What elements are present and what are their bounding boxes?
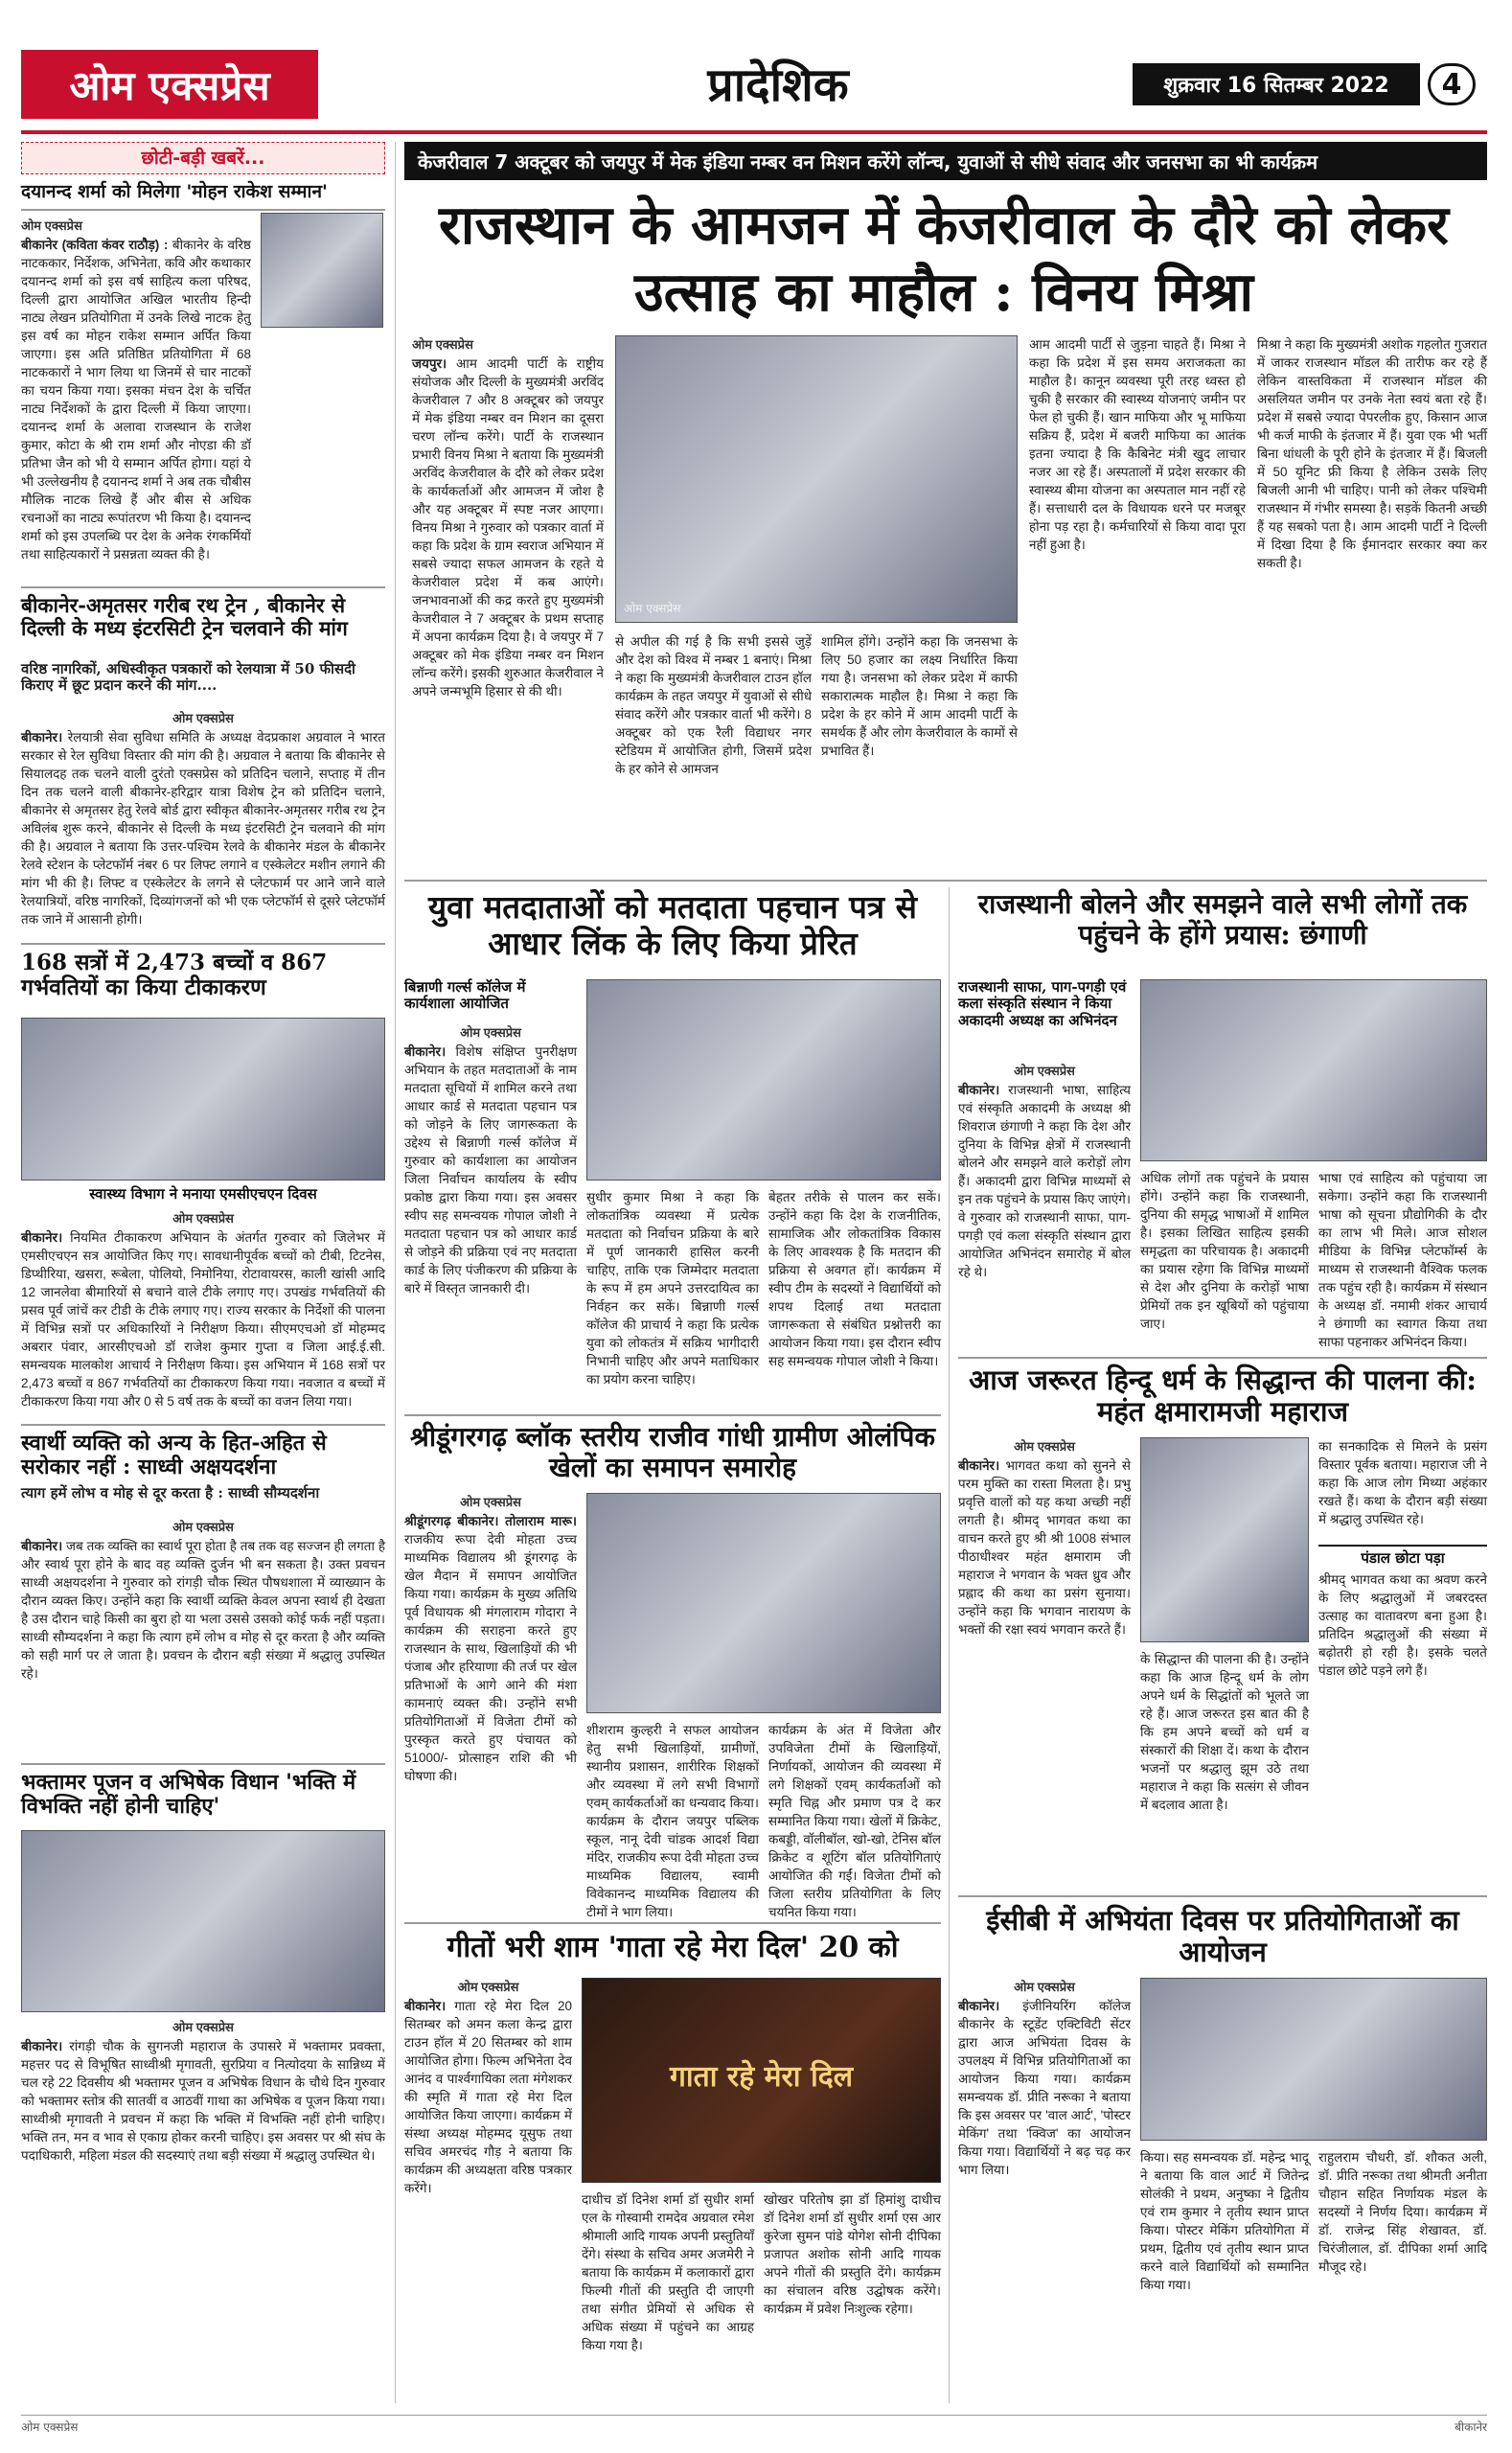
story2-dateline: बीकानेर। [21, 730, 63, 745]
mid3-byline: ओम एक्सप्रेस [457, 1980, 519, 1994]
story1-body-top [21, 236, 251, 562]
story3-dateline: बीकानेर। [21, 1230, 63, 1245]
story3-headline: 168 सत्रों में 2,473 बच्चों व 867 गर्भवतियों का किया टीकाकरण [21, 950, 328, 1001]
divider [958, 1895, 1487, 1897]
story2-headline: बीकानेर-अमृतसर गरीब रथ ट्रेन , बीकानेर से दिल्ली के मध्य इंटरसिटी ट्रेन चलवाने की मांग [21, 593, 348, 641]
masthead-rule [21, 130, 1487, 134]
story1-byline: ओम एक्सप्रेस [21, 218, 82, 233]
story1-portrait-photo [261, 213, 383, 328]
divider [404, 880, 1487, 882]
story1-headline: दयानन्द शर्मा को मिलेगा 'मोहन राकेश सम्मान' [21, 181, 328, 202]
masthead [21, 50, 1487, 126]
story2-body-wrap [21, 728, 385, 937]
footer-right: बीकानेर [1455, 2420, 1487, 2434]
story1-body: बीकानेर के वरिष्ठ नाटककार, निर्देशक, अभिनेता, कवि और कथाकार दयानन्द शर्मा को इस वर्ष साहित्य कला परिषद, दिल्ली द्वारा आयोजित अखिल भारतीय हिन्दी नाट्य लेखन प्रतियोगिता में उनके लिखे नाटक हेतु इस वर्ष का मोहन राकेश सम्मान अर्पित किया जाएगा। इस अति प्रतिष्ठित प्रतियोगिता में 68 नाटककारों ने भाग लिया था जिनमें से चार नाटकों का चयन किया गया। इसका मंचन देश के चर्चित नाट्य निर्देशकों के द्वारा दिल्ली में किया जाएगा। दयानन्द शर्मा के अलावा राजस्थान के राजेश कुमार, कोटा के श्री राम शर्मा और नोएडा की डॉ प्रतिभा जैन को भी ये सम्मान अर्पित होगा। यहां ये भी उल्लेखनीय है दयानन्द शर्मा ने अब तक चौबीस मौलिक नाटक लिखे हैं और बीस से अधिक रचनाओं का नाट्य रूपांतरण भी किया है। दयानन्द शर्मा को इस उपलब्धि पर देश के अनेक रंगकर्मियों तथा साहित्यकारों ने प्रसन्नता व्यक्त की है। [21, 238, 251, 562]
divider [21, 209, 385, 211]
story5-byline: ओम एक्सप्रेस [172, 2020, 234, 2034]
right1-subhead: राजस्थानी साफा, पाग-पगड़ी एवं कला संस्कृति संस्थान ने किया अकादमी अध्यक्ष का अभिनंदन [958, 978, 1127, 1029]
right1-dateline: बीकानेर। [958, 1083, 1000, 1097]
mid2-dateline: श्रीडूंगरगढ़ बीकानेर। तोलाराम मारू। [404, 1514, 577, 1528]
engineers-day-photo [1140, 1978, 1487, 2141]
right3-dateline: बीकानेर। [958, 1999, 1000, 2013]
story4-subhead: त्याग हमें लोभ व मोह से दूर करता है : साध्वी सौम्यदर्शना [21, 1484, 320, 1502]
divider [21, 943, 385, 945]
mid1-col1-text: विशेष संक्षिप्त पुनरीक्षण अभियान के तहत मतदाताओं के नाम मतदाता सूचियों में शामिल करने तथा आधार कार्ड से मतदाता पहचान पत्र को जोड़ने के लिए जागरूकता के उद्देश्य से बिन्नाणी गर्ल्स कॉलेज में गुरुवार को कार्यशाला का आयोजन जिला निर्वाचन कार्यालय के स्वीप प्रकोष्ठ द्वारा किया गया। इस अवसर स्वीप सह समन्वयक गोपाल जोशी ने मतदाता पहचान पत्र को आधार कार्ड से जोड़ने की प्रक्रिया एवं नए मतदाता कार्ड के लिए पंजीकरण की प्रक्रिया के बारे में विस्तृत जानकारी दी। [404, 1044, 577, 1295]
short-news-label: छोटी-बड़ी खबरें... [21, 142, 385, 174]
right3-byline: ओम एक्सप्रेस [1014, 1980, 1075, 1994]
divider [21, 1424, 385, 1426]
top-dateline: जयपुर। [412, 356, 447, 371]
photo-credit: ओम एक्सप्रेस [624, 602, 681, 615]
divider [404, 1922, 941, 1924]
story5-body-wrap [21, 2037, 385, 2407]
issue-date: शुक्रवार 16 सितम्बर 2022 [1133, 63, 1420, 105]
top-col1 [412, 355, 604, 872]
puja-photo [21, 1830, 385, 2012]
story3-body: नियमित टीकाकरण अभियान के अंतर्गत गुरुवार को जिलेभर में एमसीएचएन सत्र आयोजित किए गए। सावधानीपूर्वक बच्चों को टीबी, टिटनेस, डिप्थीरिया, खसरा, रूबेला, पोलियो, निमोनिया, रोटावायरस, काली खांसी आदि 12 जानलेवा बीमारियों से बचाने वाले टीके लगाए गए। उपखंड गर्भवतियों की प्रसव पूर्व जांचें कर टीडी के टीके लगाए गए। राज्य सरकार के निर्देशों की पालना में विभिन्न सत्रों पर अधिकारियों ने निरीक्षण किया। सीएमएचओ डॉ मोहम्मद अबरार पंवार, आरसीएचओ डॉ राजेश कुमार गुप्ता व जिला आई.ई.सी. समन्वयक मालकोश आचार्य ने निरीक्षण किया। इस अभियान में 168 सत्रों पर 2,473 बच्चों व 867 गर्भवतियों का टीकाकरण किया गया। नवजात व बच्चों में टीकाकरण किया गया और 0 से 5 वर्ष तक के बच्चों का वजन लिया गया। [21, 1230, 385, 1409]
vaccination-photo [21, 1018, 385, 1181]
felicitation-photo [1140, 979, 1487, 1161]
mid1-col3: बेहतर तरीके से पालन कर सकें। उन्होंने कहा कि देश के राजनीतिक, सामाजिक और लोकतांत्रिक विकास के लिए आवश्यक है कि मतदान की प्रक्रिया से अवगत हों। कार्यक्रम में स्वीप टीम के सदस्यों ने विद्यार्थियों को शपथ दिलाई तथा मतदाता जागरूकता से संबंधित प्रश्नोत्तरी का आयोजन किया गया। इस दौरान स्वीप सह समन्वयक गोपाल जोशी ने किया। [768, 1190, 941, 1368]
column-divider [395, 142, 396, 2403]
story4-dateline: बीकानेर। [21, 1539, 63, 1553]
poster-title: गाता रहे मेरा दिल [669, 2060, 854, 2094]
right1-headline: राजस्थानी बोलने और समझने वाले सभी लोगों तक पहुंचने के होंगे प्रयास: छंगाणी [977, 888, 1468, 951]
right2-headline: आज जरूरत हिन्दू धर्म के सिद्धान्त की पालना की: महंत क्षमारामजी महाराज [969, 1364, 1477, 1429]
story4-body-wrap [21, 1537, 385, 1755]
story3-byline: ओम एक्सप्रेस [172, 1211, 234, 1226]
right2-byline: ओम एक्सप्रेस [1014, 1439, 1075, 1454]
story5-headline: भक्तामर पूजन व अभिषेक विधान 'भक्ति में विभक्ति नहीं होनी चाहिए' [21, 1770, 356, 1820]
mid2-headline: श्रीडूंगरगढ़ ब्लॉक स्तरीय राजीव गांधी ग्रामीण ओलंपिक खेलों का समापन समारोह [410, 1421, 935, 1484]
mid1-col1 [404, 1043, 577, 1407]
footer-left: ओम एक्सप्रेस [21, 2420, 79, 2434]
right1-byline: ओम एक्सप्रेस [1014, 1064, 1075, 1078]
page-number: 4 [1428, 63, 1476, 105]
mid3-col3: खोखर परितोष झा डॉ हिमांशु दाधीच डॉ दिनेश शर्मा डॉ सुधीर शर्मा एस आर कुरेजा सुमन पांडे योगेश सोनी दीपिका प्रजापत अशोक सोनी आदि गायक अपने गीतों की प्रस्तुति देंगे। कार्यक्रम का संचालन वरिष्ठ उद्घोषक करेंगे। कार्यक्रम में प्रवेश निःशुल्क रहेगा। [764, 2192, 941, 2316]
olympic-games-photo [586, 1493, 941, 1713]
story1-dateline: बीकानेर (कविता कंवर राठौड़) : [21, 238, 169, 252]
right3-col1-text: इंजीनियरिंग कॉलेज बीकानेर के स्टूडेंट एक्टिविटी सेंटर द्वारा आज अभियंता दिवस के उपलक्ष्य में विभिन्न प्रतियोगिताओं का आयोजन किया गया। कार्यक्रम समन्वयक डॉ. प्रीति नरूका ने बताया कि इस अवसर पर 'वाल आर्ट', 'पोस्टर मेकिंग' तथा 'क्विज' का आयोजन किया गया। विद्यार्थियों ने बढ़ चढ़ कर भाग लिया। [958, 1999, 1131, 2177]
mid1-col2: सुधीर कुमार मिश्रा ने कहा कि लोकतांत्रिक व्यवस्था में प्रत्येक मतदाता को निर्वाचन प्रक्रिया के बारे में पूर्ण जानकारी हासिल करनी चाहिए, ताकि एक जिम्मेदार मतदाता के रूप में हम अपने उत्तरदायित्व का निर्वहन कर सकें। बिन्नाणी गर्ल्स कॉलेज की प्राचार्य ने कहा कि प्रत्येक युवा को लोकतंत्र में सक्रिय भागीदारी निभानी चाहिए और अपने मताधिकार का प्रयोग करना चाहिए। [586, 1190, 759, 1387]
right1-col3: भाषा एवं साहित्य को पहुंचाया जा सकेगा। उन्होंने कहा कि राजस्थानी भाषा को सूचना प्रौद्योगिकी के दौर का लाभ भी मिले। आज सोशल मीडिया के विभिन्न प्लेटफॉर्म्स के माध्यम से राजस्थानी वैश्विक फलक तक पहुंच रही है। कार्यक्रम में संस्थान के अध्यक्ष डॉ. नमामी शंकर आचार्य ने छंगाणी का स्वागत किया तथा साफा पहनाकर अभिनंदन किया। [1318, 1171, 1487, 1349]
section-title: प्रादेशिक [707, 58, 849, 112]
event-poster [582, 1978, 941, 2183]
right2-dateline: बीकानेर। [958, 1458, 1000, 1473]
right2-col2: के सिद्धान्त की पालना की है। उन्होंने कहा कि आज हिन्दू धर्म के लोग अपने धर्म के सिद्धांतों को भूलते जा रहे हैं। आज जरूरत इस बात की है कि हम अपने बच्चों को धर्म व संस्कारों की शिक्षा दें। कथा के दौरान भजनों पर श्रद्धालु झूम उठे तथा महाराज ने कहा कि सत्संग से जीवन में बदलाव आता है। [1140, 1652, 1309, 1812]
voter-workshop-photo [586, 979, 941, 1181]
top-byline: ओम एक्सप्रेस [412, 337, 473, 352]
right3-headline: ईसीबी में अभियंता दिवस पर प्रतियोगिताओं का आयोजन [986, 1904, 1459, 1969]
top-col4: आम आदमी पार्टी से जुड़ना चाहते हैं। मिश्रा ने कहा कि प्रदेश में इस समय अराजकता का माहौल है। कानून व्यवस्था पूरी तरह ध्वस्त हो चुकी है सरकार की स्वास्थ्य योजनाएं जमीन पर फेल हो चुकी हैं। खान माफिया और भू माफिया सक्रिय हैं, प्रदेश में बजरी माफिया का आतंक इतना ज्यादा है कि कैबिनेट मंत्री खुद लाचार नजर आ रहे हैं। अस्पतालों में प्रदेश सरकार की स्वास्थ्य बीमा योजना का अस्पताल मान नहीं रहे हैं। सत्ताधारी दल के विधायक धरने पर मजबूर होना पड़ रहा है। कर्मचारियों से किया वादा पूरा नहीं हुआ है। [1029, 337, 1246, 552]
story5-body: रांगड़ी चौक के सुगनजी महाराज के उपासरे में भक्तामर प्रवक्ता, महत्तर पद से विभूषित साध्वीश्री मृगावती, सुरप्रिया व नित्योदया के सान्निध्य में चल रहे 22 दिवसीय श्री भक्तामर पूजन व अभिषेक विधान के चौथे दिन गुरुवार को भक्तामर स्तोत्र की सातवीं व आठवीं गाथा का अभिषेक व पूजन किया गया। साध्वीश्री मृगावती ने प्रवचन में कहा कि भक्ति में विभक्ति नहीं होनी चाहिए। भक्ति तन, मन व भाव से एकाग्र होकर करनी चाहिए। इस अवसर पर श्री संघ के पदाधिकारी, महिला मंडल की सदस्याएं तथा बड़ी संख्या में श्रद्धालु उपस्थित थे। [21, 2039, 385, 2163]
mid2-byline: ओम एक्सप्रेस [460, 1495, 521, 1509]
right3-col2: किया। सह समन्वयक डॉ. महेन्द्र भादू ने बताया कि वाल आर्ट में जितेन्द्र सोलंकी ने प्रथम, अनुष्का ने द्वितीय एवं राम कुमार ने तृतीय स्थान प्राप्त किया। पोस्टर मेकिंग प्रतियोगिता में प्रथम, द्वितीय एवं तृतीय स्थान प्राप्त करने वाले विद्यार्थियों को सम्मानित किया गया। [1140, 2150, 1309, 2292]
mid2-col1-text: राजकीय रूपा देवी मोहता उच्च माध्यमिक विद्यालय श्री डूंगरगढ़ के खेल मैदान में समापन आयोजित किया गया। कार्यक्रम के मुख्य अतिथि पूर्व विधायक श्री मंगलाराम गोदारा ने कार्यक्रम की सराहना करते हुए राजस्थान के साथ, खिलाड़ियों की भी पंजाब और हरियाणा की तर्ज पर खेल प्रतिभाओं के आगे आने की मंशा कामनाएं व्यक्त की। उन्होंने सभी प्रतियोगिताओं में विजेता टीमों को पुरस्कृत करते हुए पंचायत को 51000/- प्रोत्साहन राशि की भी घोषणा की। [404, 1532, 577, 1783]
right1-col2: अधिक लोगों तक पहुंचने के प्रयास होंगे। उन्होंने कहा कि राजस्थानी, दुनिया की समृद्ध भाषाओं में शामिल है। इसका लिखित साहित्य इसकी समृद्धता का परिचायक है। अकादमी का प्रयास रहेगा कि विभिन्न माध्यमों से देश और दुनिया के करोड़ों भाषा प्रेमियों तक इन खूबियों को पहुंचाया जाए। [1140, 1171, 1309, 1331]
story3-body-wrap [21, 1228, 385, 1418]
mid2-col3: कार्यक्रम के अंत में विजेता और उपविजेता टीमों के खिलाड़ियों, निर्णायकों, आयोजन की व्यवस्था में लगे शिक्षकों एवम् कार्यकर्ताओं को स्मृति चिह्न और प्रमाण पत्र दे कर सम्मानित किया गया। खेलों में क्रिकेट, कबड्डी, वॉलीबॉल, खो-खो, टेनिस बॉल क्रिकेट व शूटिंग बॉल प्रतियोगिताएं आयोजित की गईं। विजेता टीमों को जिला स्तरीय प्रतियोगिता के लिए चयनित किया गया। [768, 1723, 942, 1919]
right2-col3: का सनकादिक से मिलने के प्रसंग विस्तार पूर्वक बताया। महाराज जी ने कहा कि आज लोग मिथ्या अहंकार रखते हैं। कथा के दौरान बड़ी संख्या में श्रद्धालु उपस्थित रहे। [1318, 1439, 1487, 1526]
mid1-headline: युवा मतदाताओं को मतदाता पहचान पत्र से आधार लिंक के लिए किया प्रेरित [428, 888, 917, 962]
story3-caption: स्वास्थ्य विभाग ने मनाया एमसीएचएन दिवस [89, 1185, 317, 1203]
newspaper-logo: ओम एक्सप्रेस [21, 50, 318, 119]
mid1-dateline: बीकानेर। [404, 1044, 447, 1059]
column-divider [949, 887, 950, 2403]
story2-body: रेलयात्री सेवा सुविधा समिति के अध्यक्ष वेदप्रकाश अग्रवाल ने भारत सरकार से रेल सुविधा विस्तार की मांग की है। अग्रवाल ने बताया कि बीकानेर से सियालदह तक चलने वाली दुरंतो एक्सप्रेस को प्रतिदिन चलाने, सप्ताह में तीन दिन तक चलने वाली बीकानेर-हरिद्वार यात्रा विशेष ट्रेन को प्रतिदिन चलाने, बीकानेर से अमृतसर हेतु रेलवे बोर्ड द्वारा स्वीकृत बीकानेर-अमृतसर गरीब रथ ट्रेन अविलंब शुरू करने, बीकानेर से दिल्ली के मध्य इंटरसिटी ट्रेन चलवाने की मांग की है। अग्रवाल ने बताया कि उत्तर-पश्चिम रेलवे के बीकानेर मंडल के बीकानेर रेलवे स्टेशन के प्लेटफॉर्म नंबर 6 पर लिफ्ट लगाने व एस्केलेटर मशीन लगाने की मांग भी की है। लिफ्ट व एस्केलेटर के लगने से प्लेटफार्म पर आने जाने वाले रेलयात्रियों, वरिष्ठ नागरिकों, दिव्यांगजनों को भी एक प्लेटफॉर्म से दूसरे प्लेटफॉर्म तक जाने में आसानी होगी। [21, 730, 385, 927]
divider [958, 1357, 1487, 1359]
right2-col1-text: भागवत कथा को सुनने से परम मुक्ति का रास्ता मिलता है। प्रभु प्रवृत्ति वालों को यह कथा अच्छी नहीं लगती है। श्रीमद् भागवत कथा का वाचन करते हुए श्री श्री 1008 संभाल पीठाधीश्वर महंत क्षमाराम जी महाराज ने भगवान के भक्त ध्रुव और प्रह्लाद की कथा का प्रसंग सुनाया। उन्होंने कहा कि भगवान नारायण के भक्तों की रक्षा स्वयं भगवान करते हैं। [958, 1458, 1131, 1637]
mid2-col1 [404, 1512, 577, 1914]
mid2-col2: शीशराम कुल्हरी ने सफल आयोजन हेतु सभी खिलाड़ियों, ग्रामीणों, स्थानीय प्रशासन, शारीरिक शिक्षकों और व्यवस्था में लगे सभी विभागों एवम् कार्यकर्ताओं का धन्यवाद किया। कार्यक्रम के दौरान जयपुर पब्लिक स्कूल, नानू देवी चांडक आदर्श विद्या मंदिर, राजकीय रूपा देवी मोहता उच्च माध्यमिक विद्यालय, स्वामी विवेकानन्द माध्यमिक विद्यालय की टीमों ने भाग लिया। [586, 1723, 759, 1919]
top-col2: से अपील की गई है कि सभी इससे जुड़ें और देश को विश्व में नम्बर 1 बनाएं। मिश्रा ने कहा कि मुख्यमंत्री केजरीवाल टाउन हॉल कार्यक्रम के तहत जयपुर में युवाओं से सीधे संवाद करेंगे और पत्रकार वार्ता भी करेंगे। 8 अक्टूबर को एक रैली विद्याधर नगर स्टेडियम में आयोजित होगी, जिसमें प्रदेश के हर कोने से आमजन [615, 634, 812, 776]
right3-col1 [958, 1997, 1131, 2405]
press-conference-photo [615, 335, 1018, 623]
story4-byline: ओम एक्सप्रेस [172, 1520, 234, 1534]
mid3-col2: दाधीच डॉ दिनेश शर्मा डॉ सुधीर शर्मा एल के गोस्वामी रामदेव अग्रवाल रमेश श्रीमाली आदि गायक अपनी प्रस्तुतियाँ देंगे। संस्था के सचिव अमर अजमेरी ने बताया कि कार्यक्रम में कलाकारों द्वारा फिल्मी गीतों की प्रस्तुति दी जाएगी तथा संगीत प्रेमियों से अधिक से अधिक संख्या में पहुंचने का आग्रह किया गया है। [582, 2192, 754, 2352]
story2-subhead: वरिष्ठ नागरिकों, अधिस्वीकृत पत्रकारों को रेलयात्रा में 50 फीसदी किराए में छूट प्रदान करने की मांग.... [21, 660, 355, 695]
top-headline: राजस्थान के आमजन में केजरीवाल के दौरे को लेकर उत्साह का माहौल : विनय मिश्रा [439, 194, 1449, 324]
top-col3: शामिल होंगे। उन्होंने कहा कि जनसभा के लिए 50 हजार का लक्ष्य निर्धारित किया गया है। जनसभा को लेकर प्रदेश में काफी सकारात्मक माहौल है। मिश्रा ने कहा कि प्रदेश के हर कोने में आम आदमी पार्टी के समर्थक हैं और लोग केजरीवाल के कामों से प्रभावित हैं। [821, 634, 1018, 758]
top-col1-text: आम आदमी पार्टी के राष्ट्रीय संयोजक और दिल्ली के मुख्यमंत्री अरविंद केजरीवाल 7 और 8 अक्टूबर को जयपुर में मेक इंडिया नम्बर वन मिशन का दूसरा चरण लॉन्च करेंगे। पार्टी के राजस्थान प्रभारी विनय मिश्रा ने बताया कि मुख्यमंत्री अरविंद केजरीवाल के दौरे को लेकर प्रदेश के कार्यकर्ताओं और आमजन में जोश है और यह अक्टूबर में स्पष्ट नजर आएगा। विनय मिश्रा ने गुरुवार को पत्रकार वार्ता में कहा कि प्रदेश के ग्राम स्वराज अभियान में सबसे ज्यादा सफल आमजन के रहते ये केजरीवाल प्रदेश में कब आएंगे। जनभावनाओं की कद्र करते हुए मुख्यमंत्री केजरीवाल ने 7 अक्टूबर के प्रथम सप्ताह में अपना कार्यक्रम दिया है। वे जयपुर में 7 अक्टूबर को मेक इंडिया नम्बर वन मिशन लॉन्च करेंगे। इसकी शुरुआत केजरीवाल ने अपने जन्मभूमि हिसार से की थी। [412, 356, 604, 699]
story4-body: जब तक व्यक्ति का स्वार्थ पूरा होता है तब तक वह सज्जन ही लगता है और स्वार्थ पूरा होने के बाद वह व्यक्ति दुर्जन भी बन सकता है। उक्त प्रवचन साध्वी अक्षयदर्शना ने गुरुवार को रांगड़ी चौक स्थित पौषधशाला में व्याख्यान के दौरान व्यक्त किए। उन्होंने कहा कि स्वार्थी व्यक्ति केवल अपना स्वार्थ ही देखता है उस दौरान चाहे किसी का बुरा हो या भला उससे उसको कोई फर्क नहीं पड़ता। साध्वी सौम्यदर्शना ने कहा कि त्याग हमें लोभ व मोह से दूर करता है और व्यक्ति को सही मार्ग पर ले जाता है। प्रवचन के दौरान बड़ी संख्या में श्रद्धालु उपस्थित रहे। [21, 1539, 385, 1681]
right1-col1-text: राजस्थानी भाषा, साहित्य एवं संस्कृति अकादमी के अध्यक्ष श्री शिवराज छंगाणी ने कहा कि देश और दुनिया के विभिन्न क्षेत्रों में राजस्थानी बोलने और समझने वाले करोड़ों लोग हैं। अकादमी द्वारा विभिन्न माध्यमों से इन तक पहुंचने के प्रयास किए जाएंगे। वे गुरुवार को राजस्थानी साफा, पाग-पगड़ी एवं कला संस्कृति संस्थान द्वारा आयोजित अभिनंदन समारोह में बोल रहे थे। [958, 1083, 1131, 1279]
divider [404, 1414, 941, 1416]
right3-col3: राहुलराम चौधरी, डॉ. शौकत अली, डॉ. प्रीति नरूका तथा श्रीमती अनीता चौहान सहित निर्णायक मंडल के सदस्यों ने निर्णय दिया। कार्यक्रम में डॉ. राजेन्द्र सिंह शेखावत, डॉ. चिरंजीलाल, डॉ. दीपिका शर्मा आदि मौजूद रहे। [1318, 2150, 1487, 2274]
page-footer [21, 2415, 1487, 2438]
divider [21, 1763, 385, 1765]
divider [21, 586, 385, 588]
story5-dateline: बीकानेर। [21, 2039, 63, 2053]
mid1-byline: ओम एक्सप्रेस [460, 1025, 521, 1040]
top-col5: मिश्रा ने कहा कि मुख्यमंत्री अशोक गहलोत गुजरात में जाकर राजस्थान मॉडल की तारीफ कर रहे हैं लेकिन वास्तविकता में राजस्थान मॉडल की असलियत जमीन पर उनके नेता स्वयं बता रहे हैं। प्रदेश में सबसे ज्यादा पेपरलीक हुए, किसान आज भी कर्ज माफी के इंतजार में हैं। युवा एक भी भर्ती बिना धांधली के पूरी होने के इंतजार में हैं। बिजली में 50 यूनिट फ्री किया है लेकिन उसके लिए बिजली आनी भी चाहिए। पानी को लेकर पश्चिमी राजस्थान में गंभीर समस्या है। सड़कें कितनी अच्छी हैं यह सबको पता है। आम आदमी पार्टी ने दिल्ली में दिखा दिया है कि ईमानदार सरकार क्या कर सकती है। [1257, 337, 1487, 570]
mid3-col1 [404, 1997, 572, 2405]
mid3-col1-text: गाता रहे मेरा दिल 20 सितम्बर को अमन कला केन्द्र द्वारा टाउन हॉल में 20 सितम्बर को शाम आयोजित होगा। फिल्म अभिनेता देव आनंद व पार्श्वगायिका लता मंगेशकर की स्मृति में गाता रहे मेरा दिल आयोजित किया जाएगा। कार्यक्रम में संस्था अध्यक्ष मोहम्मद यूसुफ तथा सचिव अमरचंद गौड़ ने बताया कि कार्यक्रम की अध्यक्षता वरिष्ठ पत्रकार करेंगे। [404, 1999, 572, 2195]
story2-byline: ओम एक्सप्रेस [172, 711, 234, 725]
mahant-photo [1140, 1437, 1309, 1642]
right1-col1 [958, 1081, 1131, 1349]
mid3-headline: गीतों भरी शाम 'गाता रहे मेरा दिल' 20 को [447, 1931, 899, 1964]
side-box-headline: पंडाल छोटा पड़ा [1361, 1549, 1445, 1567]
mid3-dateline: बीकानेर। [404, 1999, 447, 2013]
top-kicker: केजरीवाल 7 अक्टूबर को जयपुर में मेक इंडिया नम्बर वन मिशन करेंगे लॉन्च, युवाओं से सीधे संवाद और जनसभा का भी कार्यक्रम [404, 142, 1487, 180]
right2-col1 [958, 1456, 1131, 1888]
side-box-body: श्रीमद् भागवत कथा का श्रवण करने के लिए श्रद्धालुओं में जबरदस्त उत्साह का वातावरण बना हुआ है। प्रतिदिन श्रद्धालुओं की संख्या में बढ़ोतरी हो रही है। इसके चलते पंडाल छोटे पड़ने लगे हैं। [1318, 1572, 1487, 1679]
mid1-subhead: बिन्नाणी गर्ल्स कॉलेज में कार्यशाला आयोजित [404, 978, 526, 1013]
story4-headline: स्वार्थी व्यक्ति को अन्य के हित-अहित से सरोकार नहीं : साध्वी अक्षयदर्शना [21, 1431, 327, 1480]
side-box [1318, 1545, 1487, 1888]
